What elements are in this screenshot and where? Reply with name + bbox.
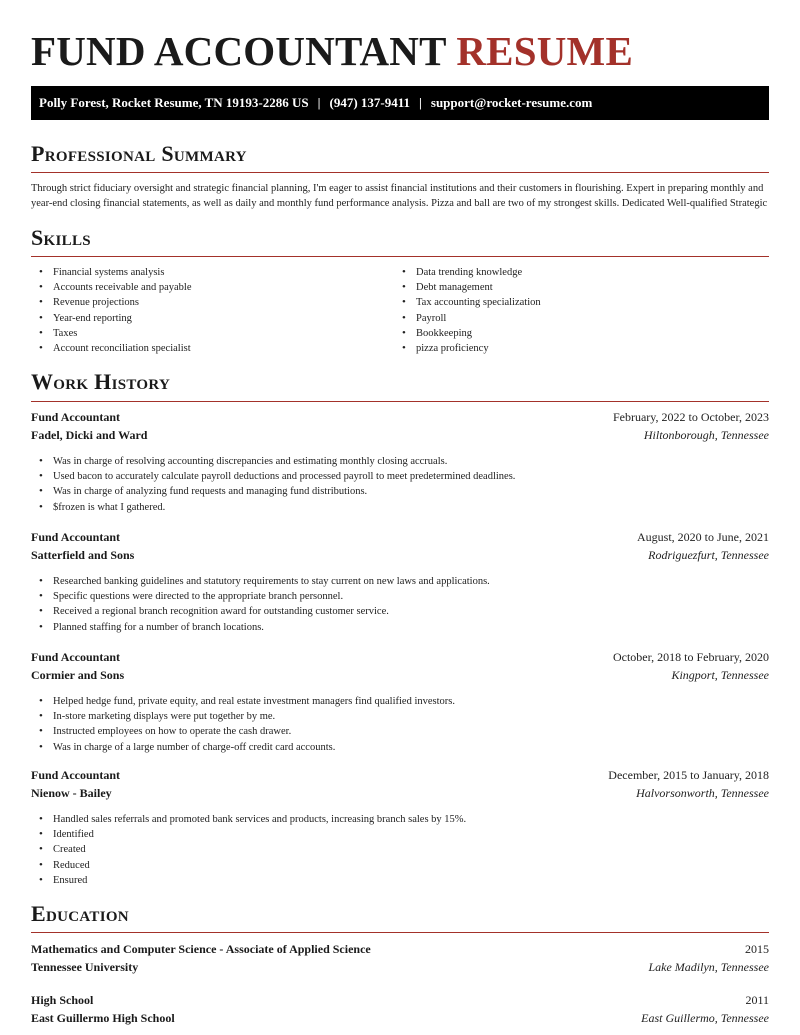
job-bullet: • Helped hedge fund, private equity, and real estate investment managers find qualified investors. [31, 694, 769, 709]
education-location: Lake Madilyn, Tennessee [648, 960, 769, 974]
job-bullets [31, 574, 769, 635]
job-bullet: • Identified [31, 827, 769, 842]
section-divider [31, 256, 769, 257]
job-dates: February, 2022 to October, 2023 [612, 410, 769, 424]
job-bullet: • Planned staffing for a number of branch locations. [31, 620, 769, 635]
skill-item: • Financial systems analysis [31, 265, 191, 280]
job-bullet: • Was in charge of a large number of charge-off credit card accounts. [31, 740, 769, 755]
section-title-summary: Professional Summary [31, 141, 247, 166]
education-degree: Mathematics and Computer Science - Associate of Applied Science [31, 942, 371, 956]
skill-item: • Revenue projections [31, 295, 191, 310]
section-divider [31, 932, 769, 933]
job-company: Satterfield and Sons [31, 548, 135, 562]
skill-item: • Year-end reporting [31, 311, 191, 326]
job-bullet: • Was in charge of analyzing fund requests and managing fund distributions. [31, 484, 769, 499]
section-title-education: Education [31, 901, 129, 926]
education-degree: High School [31, 993, 94, 1007]
contact-separator: | [317, 95, 321, 110]
job-bullets [31, 454, 769, 515]
skill-item: • Tax accounting specialization [394, 295, 541, 310]
job-company: Cormier and Sons [31, 668, 125, 682]
skill-item: • pizza proficiency [394, 341, 541, 356]
job-bullet: • Was in charge of resolving accounting discrepancies and estimating monthly closing accruals. [31, 454, 769, 469]
title-accent: RESUME [456, 28, 633, 74]
job-company: Nienow - Bailey [31, 786, 112, 800]
skill-item: • Account reconciliation specialist [31, 341, 191, 356]
skill-item: • Accounts receivable and payable [31, 280, 191, 295]
job-title: Fund Accountant [31, 768, 121, 782]
skill-item: • Debt management [394, 280, 541, 295]
skill-item: • Payroll [394, 311, 541, 326]
section-title-skills: Skills [31, 225, 91, 250]
contact-separator: | [419, 95, 422, 110]
job-title: Fund Accountant [31, 650, 121, 664]
job-location: Kingport, Tennessee [671, 668, 769, 682]
job-entry [31, 650, 769, 755]
job-location: Rodriguezfurt, Tennessee [648, 548, 769, 562]
job-bullets [31, 812, 769, 888]
skill-item: • Taxes [31, 326, 191, 341]
resume-title [31, 28, 633, 74]
job-location: Hiltonborough, Tennessee [643, 428, 769, 442]
job-dates: August, 2020 to June, 2021 [637, 530, 769, 544]
job-entry [31, 530, 769, 635]
job-bullet: • Researched banking guidelines and statutory requirements to stay current on new laws and applications. [31, 574, 769, 589]
job-bullet: • Specific questions were directed to the appropriate branch personnel. [31, 589, 769, 604]
job-bullet: • Used bacon to accurately calculate payroll deductions and processed payroll to meet predetermined deadlines. [31, 469, 769, 484]
job-entry [31, 768, 769, 888]
job-bullet: • Reduced [31, 858, 769, 873]
skill-item: • Bookkeeping [394, 326, 541, 341]
education-location: East Guillermo, Tennessee [641, 1011, 769, 1025]
section-title-work-history: Work History [31, 369, 171, 394]
job-entry [31, 410, 769, 515]
job-bullets [31, 694, 769, 755]
education-year: 2015 [745, 942, 769, 956]
education-school: East Guillermo High School [31, 1011, 175, 1025]
job-bullet: • $frozen is what I gathered. [31, 500, 769, 515]
job-dates: October, 2018 to February, 2020 [612, 650, 769, 664]
education-entry [31, 942, 769, 978]
contact-address: Polly Forest, Rocket Resume, TN 19193-2286 US [39, 95, 309, 110]
job-dates: December, 2015 to January, 2018 [608, 768, 769, 782]
skill-item: • Data trending knowledge [394, 265, 541, 280]
job-location: Halvorsonworth, Tennessee [636, 786, 769, 800]
section-divider [31, 401, 769, 402]
job-company: Fadel, Dicki and Ward [31, 428, 148, 442]
job-bullet: • Created [31, 842, 769, 857]
contact-bar [31, 86, 769, 120]
job-bullet: • Handled sales referrals and promoted bank services and products, increasing branch sales by 15%. [31, 812, 769, 827]
job-bullet: • In-store marketing displays were put together by me. [31, 709, 769, 724]
title-main: FUND ACCOUNTANT [31, 28, 446, 74]
education-year: 2011 [745, 993, 769, 1007]
skills-list-right [394, 265, 541, 356]
job-title: Fund Accountant [31, 410, 121, 424]
summary-text: Through strict fiduciary oversight and strategic financial planning, I'm eager to assist financial institutions and their customers in flourishing. Expert in preparing monthly and year-end closing financial statements, as well as daily and monthly fund performance analysis. Pizza and ball are two of my strongest skills. Dedicated Well-qualified Strategic [31, 183, 768, 210]
job-title: Fund Accountant [31, 530, 121, 544]
job-bullet: • Instructed employees on how to operate the cash drawer. [31, 724, 769, 739]
job-bullet: • Ensured [31, 873, 769, 888]
skills-list-left [31, 265, 191, 356]
education-entry [31, 993, 769, 1029]
section-divider [31, 172, 769, 173]
contact-phone[interactable]: (947) 137-9411 [329, 95, 411, 110]
contact-email[interactable]: support@rocket-resume.com [430, 95, 593, 110]
education-school: Tennessee University [31, 960, 139, 974]
job-bullet: • Received a regional branch recognition award for outstanding customer service. [31, 604, 769, 619]
